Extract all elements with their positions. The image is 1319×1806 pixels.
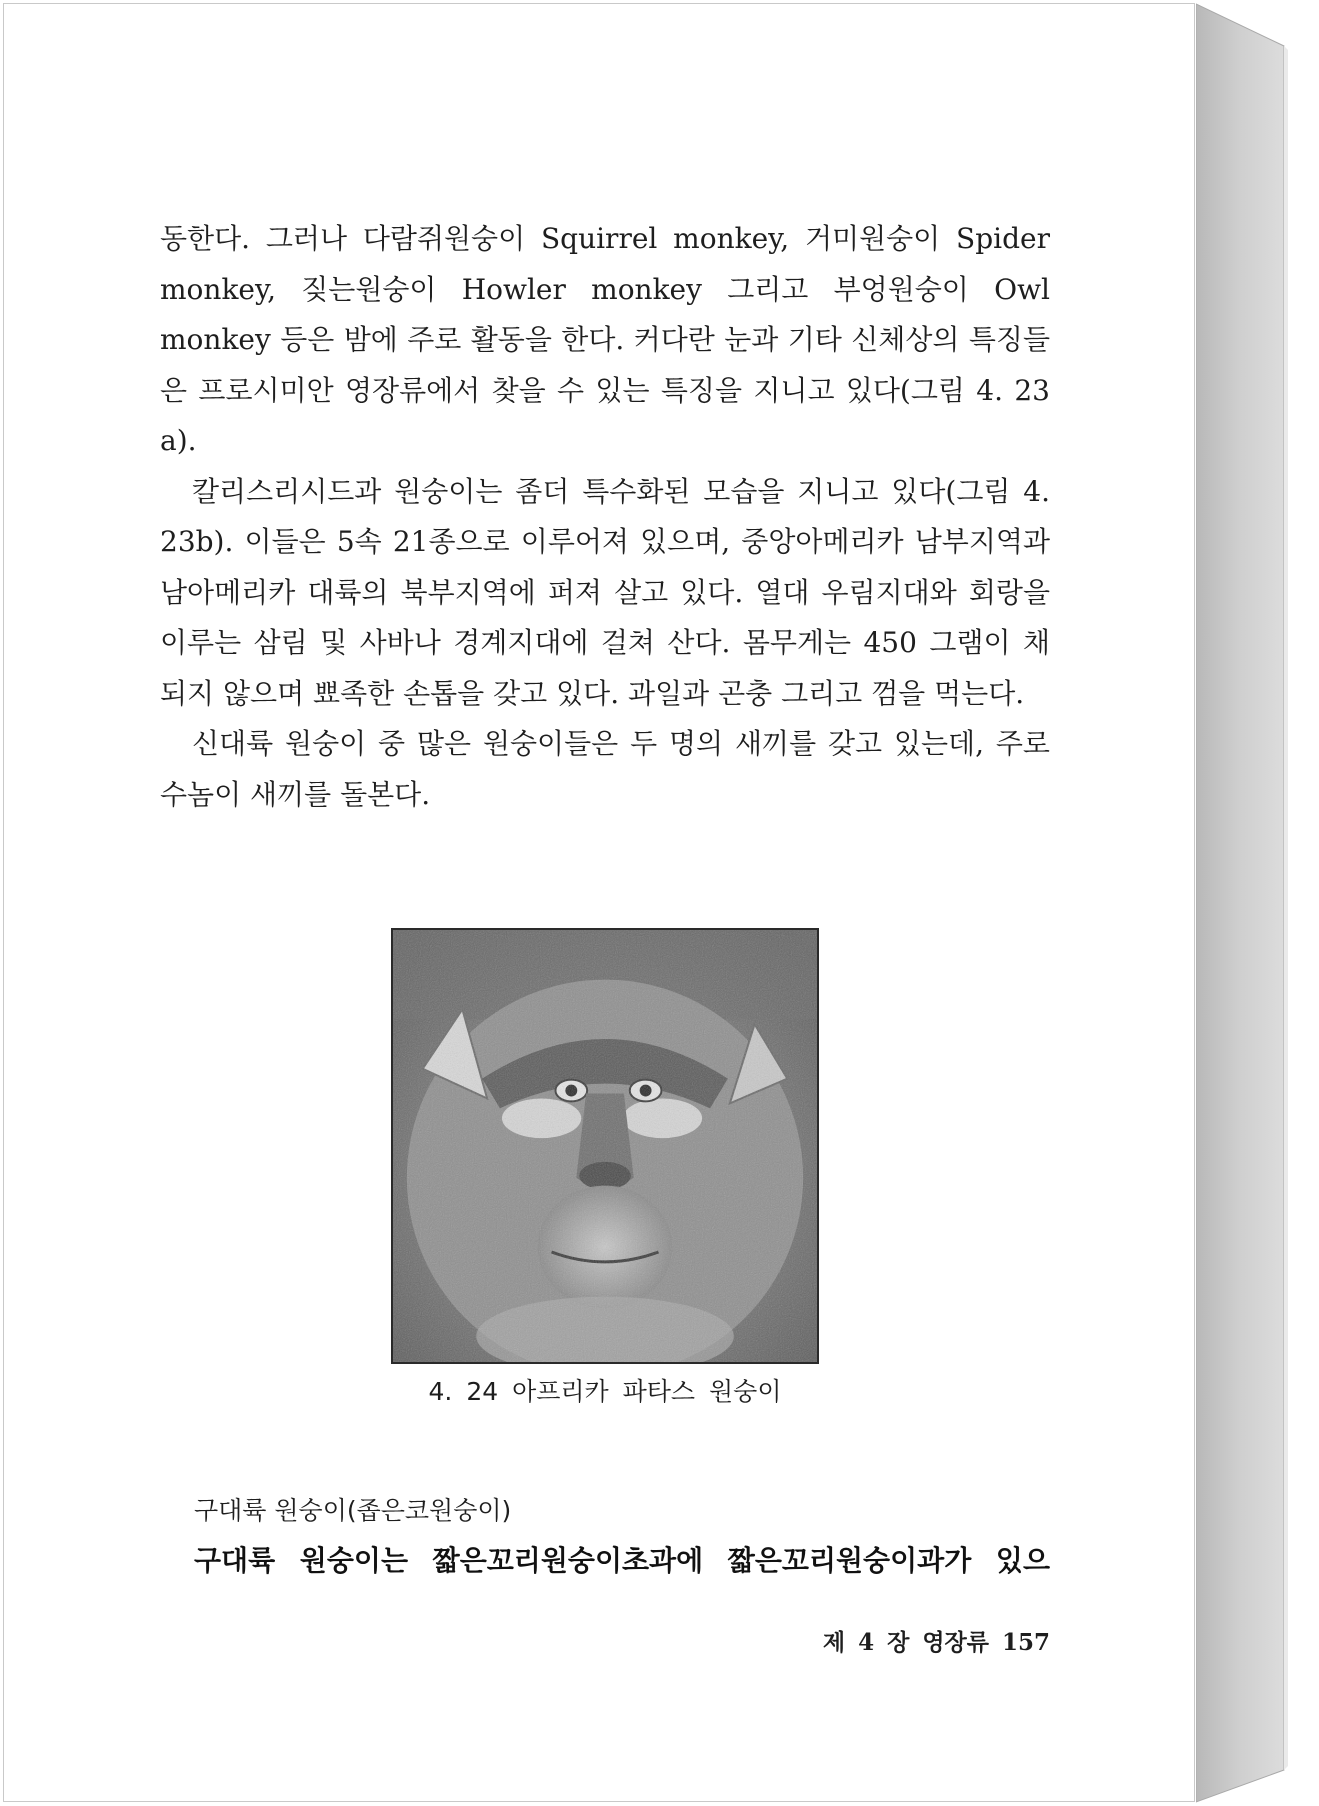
book-page <box>3 3 1195 1802</box>
paragraph-2: 칼리스리시드과 원숭이는 좀더 특수화된 모습을 지니고 있다(그림 4. 23b). 이들은 5속 21종으로 이루어져 있으며, 중앙아메리카 남부지역과 남아메리카 대륙의 북부지역에 퍼져 살고 있다. 열대 우림지대와 회랑을 이루는 삼림 및 사바나 경계지대에 걸쳐 산다. 몸무게는 450 그램이 채 되지 않으며 뾰족한 손톱을 갖고 있다. 과일과 곤충 그리고 껌을 먹는다. <box>160 474 1050 710</box>
patas-monkey-face-image <box>393 930 817 1362</box>
paragraph-3: 신대륙 원숭이 중 많은 원숭이들은 두 명의 새끼를 갖고 있는데, 주로 수놈이 새끼를 돌본다. <box>160 727 1050 811</box>
book-page-edge <box>1196 0 1319 1806</box>
body-text <box>160 214 1050 820</box>
page-footer: 제 4 장 영장류 157 <box>822 1629 1050 1656</box>
section-heading: 구대륙 원숭이(좁은코원숭이) <box>194 1496 512 1525</box>
monkey-photo <box>391 928 819 1364</box>
paragraph-1: 동한다. 그러나 다람쥐원숭이 Squirrel monkey, 거미원숭이 Spider monkey, 짖는원숭이 Howler monkey 그리고 부엉원숭이 Owl monkey 등은 밤에 주로 활동을 한다. 커다란 눈과 기타 신체상의 특징들은 프로시미안 영장류에서 찾을 수 있는 특징을 지니고 있다(그림 4. 23 a). <box>160 222 1050 457</box>
section-body-line: 구대륙 원숭이는 짧은꼬리원숭이초과에 짧은꼬리원숭이과가 있으 <box>194 1544 1050 1577</box>
figure-caption: 4. 24 아프리카 파타스 원숭이 <box>428 1377 782 1406</box>
